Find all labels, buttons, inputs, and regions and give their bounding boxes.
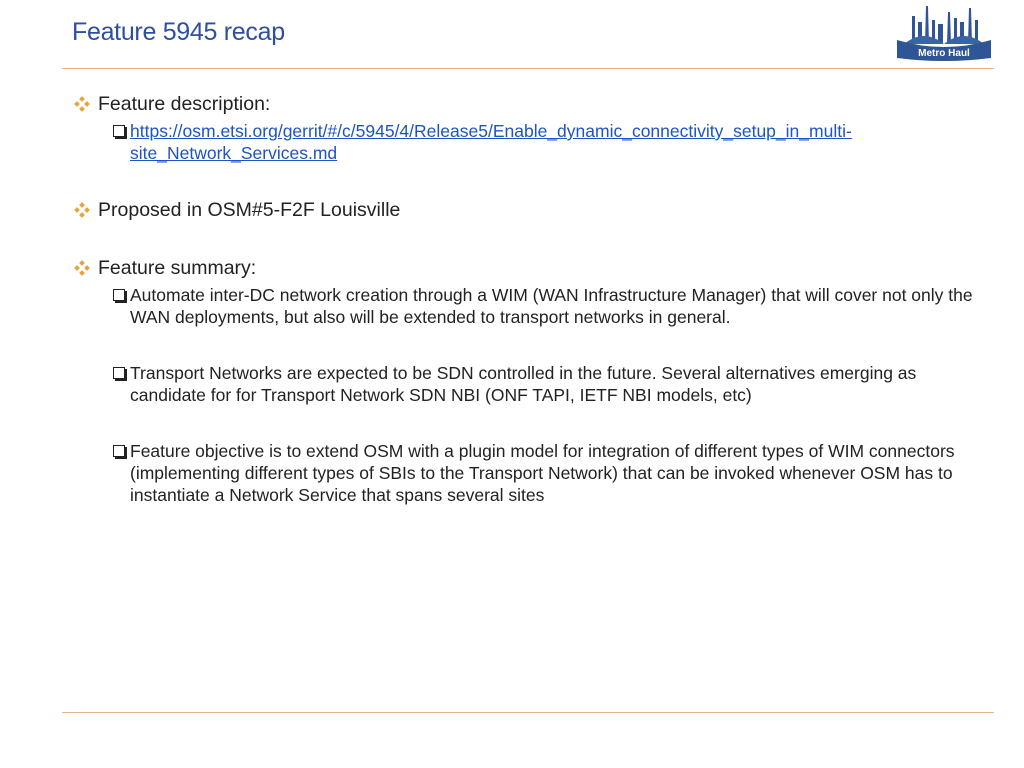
diamond-bullet-icon xyxy=(74,96,90,112)
summary-item-text: Feature objective is to extend OSM with a plugin model for integration of different types of WIM connectors (implementing different types of SBIs to the Transport Network) that can be invoked whenever OSM has to instantiate a Network Service that spans several sites xyxy=(130,441,955,505)
title-divider xyxy=(62,68,994,69)
checkbox-bullet-icon xyxy=(113,367,125,379)
section-feature-description xyxy=(74,92,994,116)
checkbox-bullet-icon xyxy=(113,445,125,457)
slide-title: Feature 5945 recap xyxy=(72,18,285,46)
checkbox-bullet-icon xyxy=(113,125,125,137)
diamond-bullet-icon xyxy=(74,202,90,218)
list-item xyxy=(111,440,994,506)
section-proposed xyxy=(74,198,994,222)
checkbox-bullet-icon xyxy=(113,289,125,301)
section-heading: Proposed in OSM#5-F2F Louisville xyxy=(98,199,401,221)
summary-item-text: Automate inter-DC network creation through a WIM (WAN Infrastructure Manager) that will cover not only the WAN deployments, but also will be extended to transport networks in general. xyxy=(130,285,973,327)
feature-description-link[interactable]: https://osm.etsi.org/gerrit/#/c/5945/4/Release5/Enable_dynamic_connectivity_setup_in_multi-site_Network_Services.md xyxy=(130,121,852,163)
footer-divider xyxy=(62,712,994,713)
metro-haul-logo xyxy=(894,2,994,64)
section-feature-summary xyxy=(74,256,994,280)
list-item xyxy=(111,120,994,164)
slide-content xyxy=(74,92,994,506)
diamond-bullet-icon xyxy=(74,260,90,276)
list-item xyxy=(111,284,994,328)
list-item xyxy=(111,362,994,406)
summary-item-text: Transport Networks are expected to be SDN controlled in the future. Several alternatives emerging as candidate for for Transport Network SDN NBI (ONF TAPI, IETF NBI models, etc) xyxy=(130,363,917,405)
section-heading: Feature description: xyxy=(98,93,271,115)
svg-text:Metro Haul: Metro Haul xyxy=(918,48,970,59)
section-heading: Feature summary: xyxy=(98,257,257,279)
